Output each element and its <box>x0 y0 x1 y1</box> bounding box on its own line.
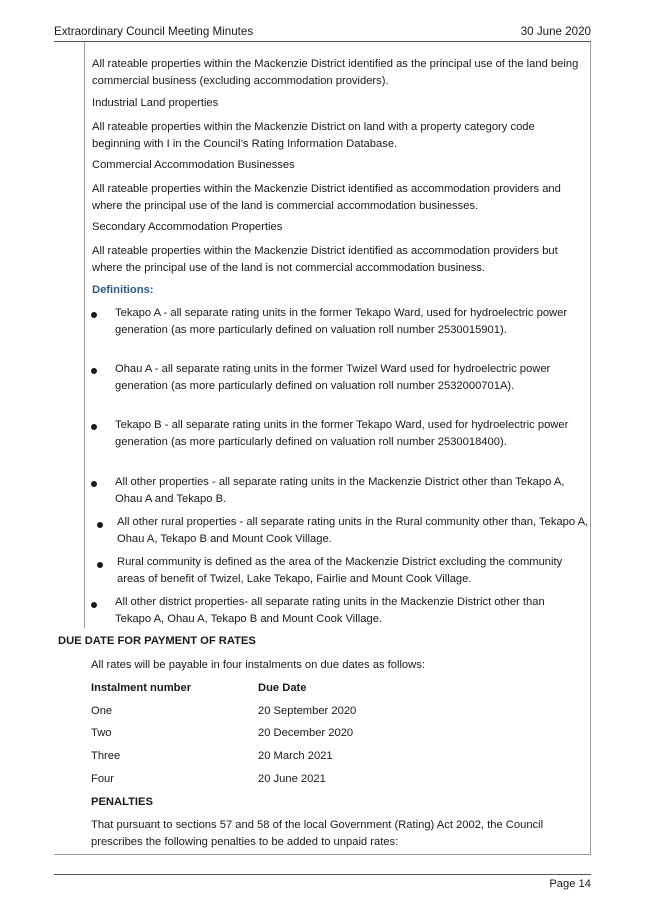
category-commercial-text: All rateable properties within the Mackenzie District identified as the principal use of the land being commercial business (excluding accommodation providers). <box>92 58 579 87</box>
category-heading-industrial: Industrial Land properties <box>92 97 219 109</box>
page-header <box>54 24 591 40</box>
definition-item: Tekapo A - all separate rating units in the former Tekapo Ward, used for hydroelectric power generation (as more particularly defined on valuation roll number 2530015901). <box>115 307 568 336</box>
bullet-icon <box>91 602 97 608</box>
bullet-icon <box>97 562 103 568</box>
penalties-heading: PENALTIES <box>91 796 153 808</box>
definition-item: Ohau A - all separate rating units in the former Twizel Ward used for hydroelectric power generation (as more particularly defined on valuation roll number 2532000701A). <box>115 363 551 392</box>
category-secondary-accommodation-text: All rateable properties within the Mackenzie District identified as accommodation providers but where the principal use of the land is not commercial accommodation business. <box>92 245 558 274</box>
footer-rule <box>54 874 591 875</box>
bullet-icon <box>97 522 103 528</box>
page-number: Page 14 <box>549 878 591 890</box>
instalment-cell: Three <box>91 750 121 762</box>
meeting-date: 30 June 2020 <box>520 25 591 38</box>
due-date-cell: 20 September 2020 <box>258 705 357 717</box>
instalment-cell: One <box>91 705 113 717</box>
due-date-column-header: Due Date <box>258 682 307 694</box>
category-industrial-text: All rateable properties within the Mackenzie District on land with a property category code beginning with I in the Council’s Rating Information Database. <box>92 121 535 150</box>
instalment-cell: Two <box>91 727 112 739</box>
definition-item: All other rural properties - all separate rating units in the Rural community other than, Tekapo A, Ohau A, Tekapo B and Mount Cook Village. <box>117 516 589 545</box>
due-date-heading: DUE DATE FOR PAYMENT OF RATES <box>58 635 256 647</box>
bullet-icon <box>91 424 97 430</box>
definition-item: Tekapo B - all separate rating units in the former Tekapo Ward, used for hydroelectric power generation (as more particularly defined on valuation roll number 2530018400). <box>115 419 569 448</box>
bullet-icon <box>91 481 97 487</box>
content-frame-left-border <box>84 42 85 628</box>
category-heading-secondary-accommodation: Secondary Accommodation Properties <box>92 221 283 233</box>
due-date-cell: 20 March 2021 <box>258 750 333 762</box>
definitions-heading: Definitions: <box>92 284 154 296</box>
due-date-cell: 20 June 2021 <box>258 773 326 785</box>
penalties-text: That pursuant to sections 57 and 58 of the local Government (Rating) Act 2002, the Council prescribes the following penalties to be added to unpaid rates: <box>91 819 544 848</box>
definition-item: All other district properties- all separate rating units in the Mackenzie District other than Tekapo A, Ohau A, Tekapo B and Mount Cook Village. <box>115 596 545 625</box>
definition-item: All other properties - all separate rating units in the Mackenzie District other than Tekapo A, Ohau A and Tekapo B. <box>115 476 565 505</box>
instalment-cell: Four <box>91 773 115 785</box>
category-heading-commercial-accommodation: Commercial Accommodation Businesses <box>92 159 295 171</box>
due-date-cell: 20 December 2020 <box>258 727 354 739</box>
bullet-icon <box>91 312 97 318</box>
due-date-intro: All rates will be payable in four instalments on due dates as follows: <box>91 659 425 671</box>
category-commercial-accommodation-text: All rateable properties within the Mackenzie District identified as accommodation providers and where the principal use of the land is commercial accommodation businesses. <box>92 183 561 212</box>
document-title: Extraordinary Council Meeting Minutes <box>54 25 254 38</box>
bullet-icon <box>91 368 97 374</box>
definition-item: Rural community is defined as the area of the Mackenzie District excluding the community areas of benefit of Twizel, Lake Tekapo, Fairlie and Mount Cook Village. <box>117 556 563 585</box>
instalment-column-header: Instalment number <box>91 682 192 694</box>
